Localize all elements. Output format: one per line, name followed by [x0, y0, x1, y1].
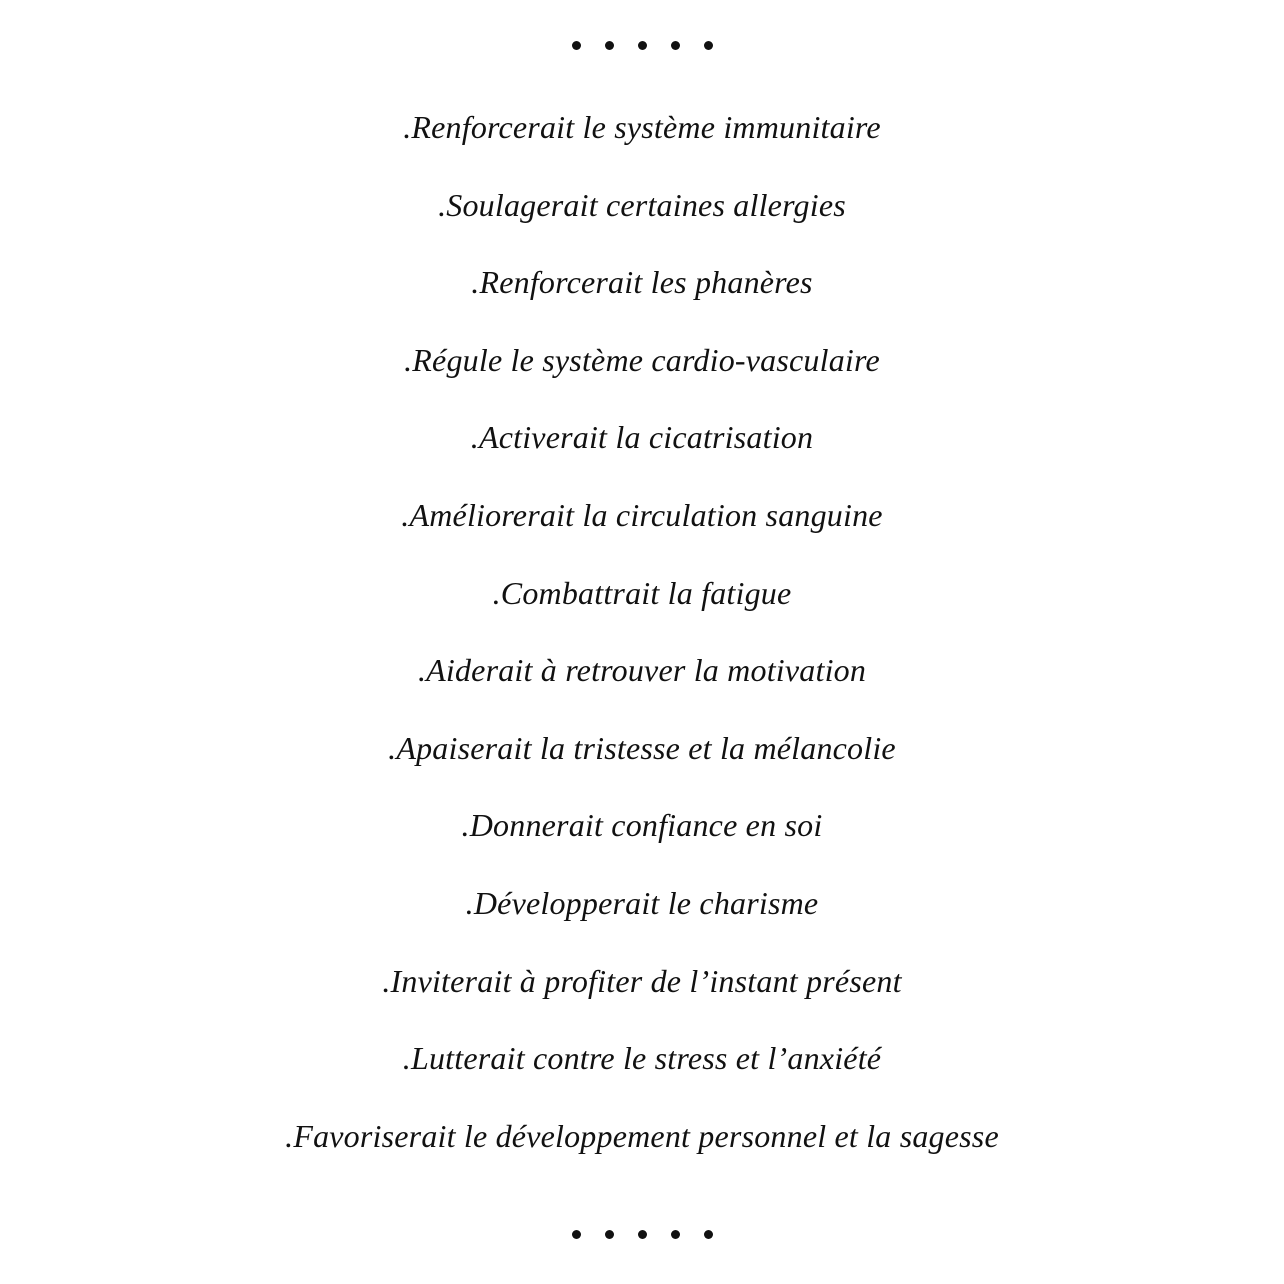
benefit-item: .Aiderait à retrouver la motivation — [417, 652, 867, 689]
benefit-item: .Donnerait confiance en soi — [461, 807, 823, 844]
bottom-dots-divider — [0, 1230, 1284, 1239]
benefit-item: .Renforcerait le système immunitaire — [403, 109, 881, 145]
dot-icon — [671, 41, 680, 50]
benefit-item: .Combattrait la fatigue — [492, 574, 792, 611]
benefit-item: .Apaiserait la tristesse et la mélancolie — [388, 729, 896, 766]
benefit-item: .Améliorerait la circulation sanguine — [401, 496, 883, 533]
dot-icon — [638, 41, 647, 50]
benefit-item: .Développerait le charisme — [465, 884, 819, 921]
benefit-item: .Renforcerait les phanères — [471, 264, 813, 301]
dot-icon — [704, 41, 713, 50]
dot-icon — [638, 1230, 647, 1239]
top-dots-divider — [0, 41, 1284, 50]
dot-icon — [704, 1230, 713, 1239]
benefit-item: .Favoriserait le développement personnel et la sagesse — [285, 1117, 999, 1154]
dot-icon — [572, 1230, 581, 1239]
dot-icon — [671, 1230, 680, 1239]
benefit-item: .Lutterait contre le stress et l’anxiété — [402, 1040, 882, 1077]
dot-icon — [572, 41, 581, 50]
benefit-item: .Régule le système cardio-vasculaire — [404, 341, 880, 378]
benefit-item: .Soulagerait certaines allergies — [438, 186, 846, 223]
benefit-item: .Inviterait à profiter de l’instant présent — [382, 962, 902, 999]
benefit-item: .Activerait la cicatrisation — [470, 419, 814, 456]
dot-icon — [605, 1230, 614, 1239]
dot-icon — [605, 41, 614, 50]
benefits-list — [0, 104, 1284, 1190]
